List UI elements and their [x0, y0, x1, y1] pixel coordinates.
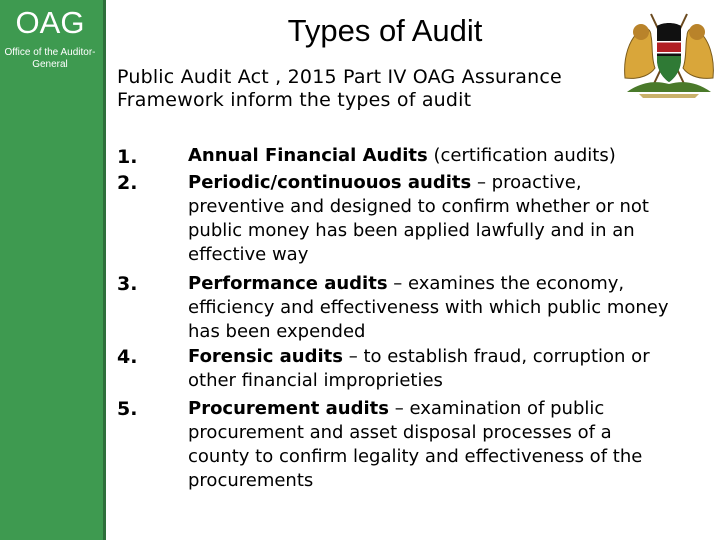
item-description: – proactive, preventive and designed to confirm whether or not public money has been applied lawfully and in an effective way: [188, 172, 649, 265]
item-term: Annual Financial Audits: [188, 145, 428, 166]
list-item: [188, 272, 673, 344]
list-item: [188, 345, 673, 393]
list-number: 4.: [117, 346, 138, 368]
sidebar: [0, 0, 103, 540]
list-number: 3.: [117, 273, 138, 295]
intro-text: Public Audit Act , 2015 Part IV OAG Assurance Framework inform the types of audit: [117, 66, 562, 111]
item-term: Forensic audits: [188, 346, 343, 367]
list-number: 1.: [117, 146, 138, 168]
item-term: Periodic/continuouos audits: [188, 172, 472, 193]
list-number: 5.: [117, 398, 138, 420]
coat-of-arms-icon: [621, 8, 717, 98]
sidebar-divider: [103, 0, 106, 540]
item-term: Procurement audits: [188, 398, 389, 419]
item-description: (certification audits): [427, 145, 616, 166]
oag-logo: OAG: [15, 5, 85, 40]
item-description: – examines the economy, efficiency and effectiveness with which public money has been expended: [188, 273, 669, 342]
item-description: – examination of public procurement and asset disposal processes of a county to confirm legality and effectiveness of the procurements: [188, 398, 643, 491]
item-description: – to establish fraud, corruption or other financial improprieties: [188, 346, 650, 391]
page-title: Types of Audit: [287, 13, 483, 48]
item-term: Performance audits: [188, 273, 388, 294]
list-item: [188, 171, 673, 267]
list-number: 2.: [117, 172, 138, 194]
sidebar-subtitle: Office of the Auditor-General: [4, 47, 96, 70]
list-item: [188, 144, 673, 168]
list-item: [188, 397, 673, 493]
